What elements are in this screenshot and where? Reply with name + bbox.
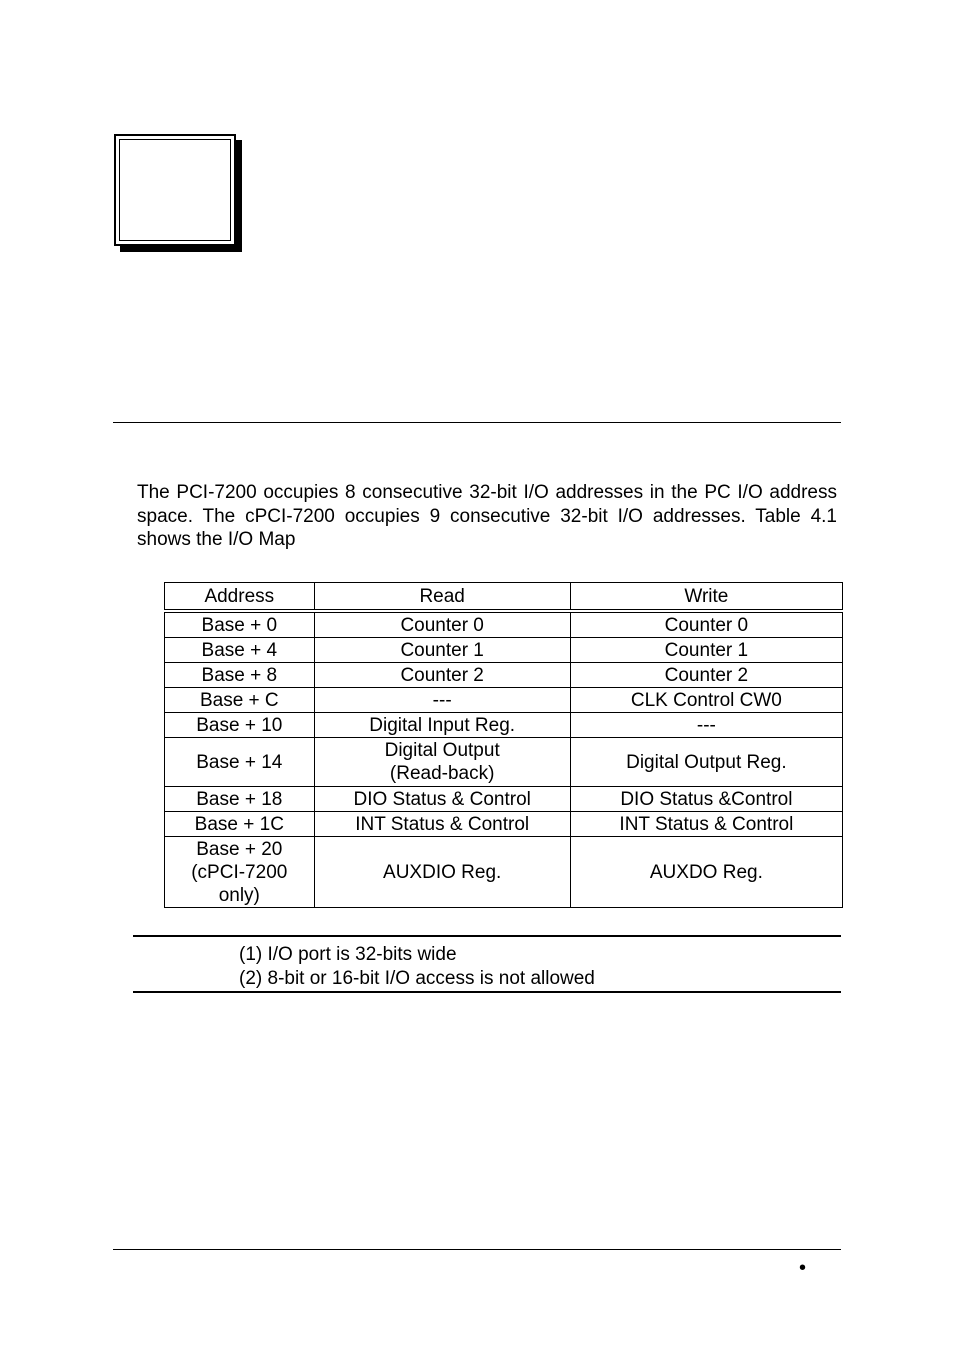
table-row [165,837,843,908]
cell-address: Base + 1C [165,812,315,837]
io-map-table [164,582,843,908]
cell-address-line: only) [218,884,260,906]
cell-address: Base + 14 [165,738,315,787]
cell-address: Base + 8 [165,663,315,688]
cell-read-line: (Read-back) [389,763,495,784]
table-row [165,638,843,663]
cell-write: Counter 1 [570,638,842,663]
cell-address: Base + 18 [165,787,315,812]
table-row [165,611,843,638]
cell-read: Counter 1 [314,638,570,663]
cell-address: Base + 0 [165,611,315,638]
table-header-row [165,583,843,612]
cell-write: --- [570,713,842,738]
chapter-number-box [114,134,236,246]
cell-read: Digital Input Reg. [314,713,570,738]
cell-write: Counter 0 [570,611,842,638]
note-block [133,935,841,993]
cell-read: Counter 2 [314,663,570,688]
cell-address: Base + C [165,688,315,713]
cell-write: CLK Control CW0 [570,688,842,713]
cell-write: DIO Status &Control [570,787,842,812]
table-row [165,688,843,713]
note-item: (1) I/O port is 32-bits wide [239,944,457,965]
cell-read: --- [314,688,570,713]
cell-write: AUXDO Reg. [570,837,842,908]
cell-read [314,738,570,787]
header-address: Address [165,583,315,612]
footer-divider [113,1249,841,1250]
cell-read: AUXDIO Reg. [314,837,570,908]
intro-paragraph: The PCI-7200 occupies 8 consecutive 32-bit I/O addresses in the PC I/O address space. The cPCI-7200 occupies 9 consecutive 32-bit I/O addresses. Table 4.1 shows the I/O Map [137,482,837,550]
cell-address: Base + 10 [165,713,315,738]
table-row [165,713,843,738]
cell-read: DIO Status & Control [314,787,570,812]
cell-write: INT Status & Control [570,812,842,837]
cell-read-line: Digital Output [384,740,500,761]
table-row [165,787,843,812]
table-row [165,812,843,837]
table-row [165,663,843,688]
table-row [165,738,843,787]
cell-address-line: (cPCI-7200 [191,861,288,883]
cell-read: Counter 0 [314,611,570,638]
header-read: Read [314,583,570,612]
header-write: Write [570,583,842,612]
section-divider [113,422,841,423]
note-item: (2) 8-bit or 16-bit I/O access is not allowed [239,968,595,989]
cell-read: INT Status & Control [314,812,570,837]
cell-write: Digital Output Reg. [570,738,842,787]
cell-address [165,837,315,908]
cell-address-line: Base + 20 [196,838,283,860]
cell-write: Counter 2 [570,663,842,688]
footer-bullet: • [799,1257,807,1279]
cell-address: Base + 4 [165,638,315,663]
